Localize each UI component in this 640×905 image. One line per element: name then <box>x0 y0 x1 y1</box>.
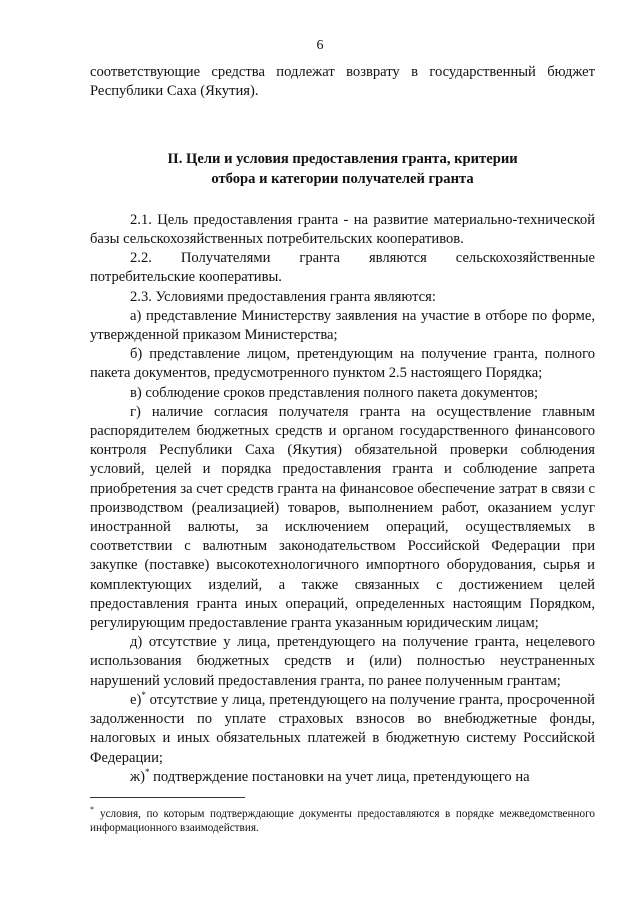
list-item-v: в) соблюдение сроков представления полного пакета документов; <box>130 384 539 401</box>
document-body <box>90 63 595 787</box>
paragraph-2-2: 2.2. Получателями гранта являются сельскохозяйственные потребительские кооперативы. <box>90 250 595 286</box>
paragraph-2-3: 2.3. Условиями предоставления гранта являются: <box>130 288 436 305</box>
list-item-b: б) представление лицом, претендующим на получение гранта, полного пакета документов, предусмотренного пунктом 2.5 настоящего Порядка; <box>90 346 595 382</box>
footnote-reference-mark: * <box>144 766 150 777</box>
list-item-g: г) наличие согласия получателя гранта на осуществление главным распорядителем бюджетных средств и органом государственного финансового контроля Республики Саха (Якутия) обязательной проверки соблюдения условий, целей и порядка предоставления гранта и соблюдение запрета приобретения за счет средств гранта на финансовое обеспечение затрат в связи с производством (реализацией) товаров, выполнением работ, оказанием услуг иностранной валюты, за исключением операций, осуществляемых в соответствии с валютным законодательством Российской Федерации при закупке (поставке) высокотехнологичного импортного оборудования, сырья и комплектующих изделий, а также связанных с достижением целей предоставления гранта иных операций, определенных настоящим Порядком, регулирующим предоставление гранта указанным юридическим лицам; <box>90 403 595 632</box>
section-heading-line-1: II. Цели и условия предоставления гранта, критерии <box>167 151 518 168</box>
footnote-separator <box>90 797 245 798</box>
list-item-zh <box>90 768 595 787</box>
list-item-e <box>90 691 595 768</box>
paragraph-intro: соответствующие средства подлежат возврату в государственный бюджет Республики Саха (Якутия). <box>90 64 595 100</box>
list-item-zh-label: ж) <box>130 768 145 785</box>
list-item-a: а) представление Министерству заявления на участие в отборе по форме, утвержденной приказом Министерства; <box>90 307 595 344</box>
list-item-zh-text: подтверждение постановки на учет лица, претендующего на <box>149 768 530 785</box>
list-item-e-label: е) <box>130 691 142 708</box>
footnote-mark: * <box>90 805 94 815</box>
section-heading-line-2: отбора и категории получателей гранта <box>211 170 474 187</box>
footnote-text: условия, по которым подтверждающие документы предоставляются в порядке межведомственного информационного взаимодействия. <box>90 808 595 834</box>
list-item-d: д) отсутствие у лица, претендующего на получение гранта, нецелевого использования бюджетных средств и (или) полностью неустраненных нарушений условий предоставления гранта, по ранее полученным грантам; <box>90 634 595 689</box>
footnote-reference-mark: * <box>141 690 146 701</box>
paragraph-2-1: 2.1. Цель предоставления гранта - на развитие материально-технической базы сельскохозяйственных потребительских кооперативов. <box>90 211 595 248</box>
list-item-e-text: отсутствие у лица, претендующего на получение гранта, просроченной задолженности по уплате страховых взносов во внебюджетные фонды, налоговых и иных обязательных платежей в бюджетную систему Российской Федерации; <box>90 691 595 766</box>
page-number: 6 <box>316 38 324 53</box>
section-heading <box>90 150 595 188</box>
footnote <box>90 807 595 835</box>
